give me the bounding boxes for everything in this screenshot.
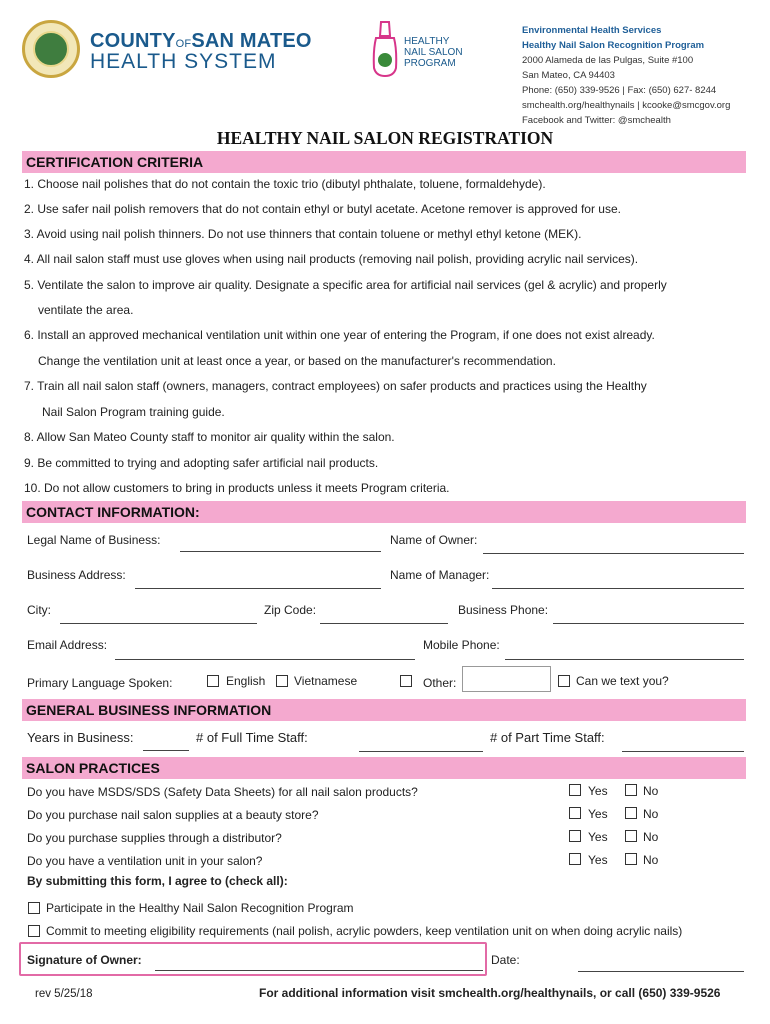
- section-practices-header: SALON PRACTICES: [22, 757, 746, 779]
- criteria-item: 4. All nail salon staff must use gloves when using nail products (removing nail polish, providing acrylic nail services).: [24, 252, 639, 266]
- criteria-item: Change the ventilation unit at least once a year, or based on the manufacturer's recommendation.: [38, 354, 556, 368]
- practice-question: Do you have a ventilation unit in your salon?: [27, 854, 263, 868]
- logo-of-text: OF: [175, 38, 192, 50]
- yes-label: Yes: [588, 853, 608, 867]
- other-language-label: Other:: [423, 676, 457, 690]
- agency-contact-block: [522, 23, 730, 128]
- criteria-item: 7. Train all nail salon staff (owners, managers, contract employees) on safer products and practices using the Healthy: [24, 379, 647, 393]
- beauty-store-no-checkbox[interactable]: [625, 807, 637, 819]
- signature-label: Signature of Owner:: [27, 953, 142, 967]
- mobile-phone-field[interactable]: [505, 659, 744, 660]
- yes-label: Yes: [588, 807, 608, 821]
- ventilation-no-checkbox[interactable]: [625, 853, 637, 865]
- legal-name-field[interactable]: [180, 551, 381, 552]
- zip-field[interactable]: [320, 623, 448, 624]
- signature-field[interactable]: [155, 970, 483, 971]
- legal-name-label: Legal Name of Business:: [27, 533, 161, 547]
- business-phone-field[interactable]: [553, 623, 744, 624]
- english-label: English: [226, 674, 266, 688]
- participate-label: Participate in the Healthy Nail Salon Recognition Program: [46, 901, 354, 915]
- mobile-phone-label: Mobile Phone:: [423, 638, 500, 652]
- agency-name: Environmental Health Services: [522, 25, 662, 36]
- practice-question: Do you purchase nail salon supplies at a beauty store?: [27, 808, 319, 822]
- no-label: No: [643, 830, 659, 844]
- commit-checkbox[interactable]: [28, 925, 40, 937]
- form-title: HEALTHY NAIL SALON REGISTRATION: [216, 128, 554, 148]
- primary-language-label: Primary Language Spoken:: [27, 676, 173, 690]
- section-business-header: GENERAL BUSINESS INFORMATION: [22, 699, 746, 721]
- criteria-item: 8. Allow San Mateo County staff to monitor air quality within the salon.: [24, 430, 395, 444]
- criteria-item: 2. Use safer nail polish removers that do not contain ethyl or butyl acetate. Acetone remover is approved for use.: [24, 202, 621, 216]
- yes-label: Yes: [588, 784, 608, 798]
- logo-san-mateo-text: SAN MATEO: [191, 30, 312, 52]
- ventilation-yes-checkbox[interactable]: [569, 853, 581, 865]
- vietnamese-checkbox[interactable]: [276, 675, 288, 687]
- full-time-staff-label: # of Full Time Staff:: [196, 730, 308, 745]
- criteria-item: 9. Be committed to trying and adopting safer artificial nail products.: [24, 456, 379, 470]
- other-language-field[interactable]: [462, 666, 551, 692]
- agency-address1: 2000 Alameda de las Pulgas, Suite #100: [522, 55, 694, 66]
- county-seal-icon: [22, 20, 80, 78]
- english-checkbox[interactable]: [207, 675, 219, 687]
- full-time-staff-field[interactable]: [359, 751, 483, 752]
- criteria-item: 1. Choose nail polishes that do not contain the toxic trio (dibutyl phthalate, toluene, formaldehyde).: [24, 177, 546, 191]
- date-field[interactable]: [578, 971, 744, 972]
- manager-name-label: Name of Manager:: [390, 568, 490, 582]
- other-language-checkbox[interactable]: [400, 675, 412, 687]
- beauty-store-yes-checkbox[interactable]: [569, 807, 581, 819]
- commit-label: Commit to meeting eligibility requirements (nail polish, acrylic powders, keep ventilation unit on when doing acrylic nails): [46, 924, 683, 938]
- agency-social: Facebook and Twitter: @smchealth: [522, 115, 671, 126]
- program-logo-line: PROGRAM: [404, 58, 456, 69]
- business-phone-label: Business Phone:: [458, 603, 549, 617]
- program-logo-line: HEALTHY: [404, 36, 450, 47]
- nail-polish-bottle-icon: [370, 20, 400, 78]
- owner-name-field[interactable]: [483, 553, 744, 554]
- yes-label: Yes: [588, 830, 608, 844]
- manager-name-field[interactable]: [492, 588, 744, 589]
- business-address-field[interactable]: [135, 588, 381, 589]
- logo-county-text: COUNTY: [90, 30, 176, 52]
- email-field[interactable]: [115, 659, 415, 660]
- section-criteria-header: CERTIFICATION CRITERIA: [22, 151, 746, 173]
- county-logo-line2: HEALTH SYSTEM: [90, 50, 277, 73]
- msds-yes-checkbox[interactable]: [569, 784, 581, 796]
- agency-phone: Phone: (650) 339-9526 | Fax: (650) 627- 8244: [522, 85, 717, 96]
- section-contact-header: CONTACT INFORMATION:: [22, 501, 746, 523]
- vietnamese-label: Vietnamese: [294, 674, 358, 688]
- agreement-lead: By submitting this form, I agree to (check all):: [27, 874, 288, 888]
- distributor-yes-checkbox[interactable]: [569, 830, 581, 842]
- criteria-item: Nail Salon Program training guide.: [42, 405, 225, 419]
- distributor-no-checkbox[interactable]: [625, 830, 637, 842]
- revision-date: rev 5/25/18: [35, 988, 93, 1000]
- years-in-business-label: Years in Business:: [27, 730, 134, 745]
- program-logo-text: [404, 36, 474, 69]
- criteria-item: 5. Ventilate the salon to improve air quality. Designate a specific area for artificial nail services (gel & acrylic) and properly: [24, 278, 667, 292]
- zip-label: Zip Code:: [264, 603, 317, 617]
- no-label: No: [643, 853, 659, 867]
- years-in-business-field[interactable]: [143, 750, 189, 751]
- participate-checkbox[interactable]: [28, 902, 40, 914]
- part-time-staff-label: # of Part Time Staff:: [490, 730, 605, 745]
- criteria-item: 10. Do not allow customers to bring in products unless it meets Program criteria.: [24, 481, 450, 495]
- date-label: Date:: [491, 953, 520, 967]
- agency-address2: San Mateo, CA 94403: [522, 70, 615, 81]
- program-logo-line: NAIL SALON: [404, 47, 463, 58]
- practice-question: Do you have MSDS/SDS (Safety Data Sheets) for all nail salon products?: [27, 785, 418, 799]
- email-label: Email Address:: [27, 638, 108, 652]
- no-label: No: [643, 807, 659, 821]
- business-address-label: Business Address:: [27, 568, 126, 582]
- criteria-item: ventilate the area.: [38, 303, 134, 317]
- criteria-item: 3. Avoid using nail polish thinners. Do not use thinners that contain toluene or methyl ethyl ketone (MEK).: [24, 227, 582, 241]
- no-label: No: [643, 784, 659, 798]
- footer-info: For additional information visit smchealth.org/healthynails, or call (650) 339-9526: [259, 986, 721, 1000]
- agency-program: Healthy Nail Salon Recognition Program: [522, 40, 705, 51]
- practice-question: Do you purchase supplies through a distributor?: [27, 831, 282, 845]
- msds-no-checkbox[interactable]: [625, 784, 637, 796]
- part-time-staff-field[interactable]: [622, 751, 744, 752]
- can-text-checkbox[interactable]: [558, 675, 570, 687]
- agency-web: smchealth.org/healthynails | kcooke@smcgov.org: [522, 100, 731, 111]
- owner-name-label: Name of Owner:: [390, 533, 478, 547]
- criteria-item: 6. Install an approved mechanical ventilation unit within one year of entering the Program, if one does not exist already.: [24, 328, 655, 342]
- city-field[interactable]: [60, 623, 257, 624]
- can-text-label: Can we text you?: [576, 674, 669, 688]
- city-label: City:: [27, 603, 51, 617]
